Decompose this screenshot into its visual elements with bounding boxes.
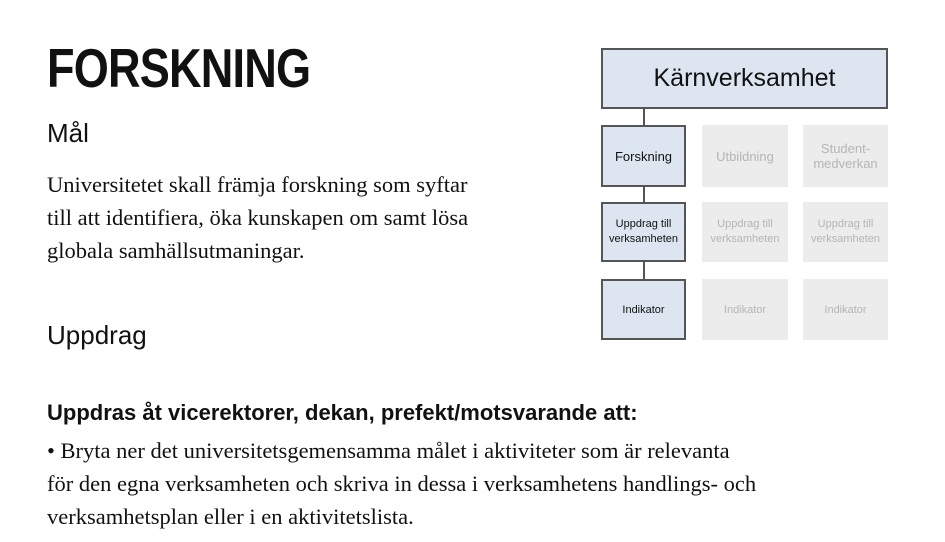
assigned-heading: Uppdras åt vicerektorer, dekan, prefekt/motsvarande att: [47, 400, 638, 425]
diagram-student-assignment-box [803, 202, 888, 262]
diagram-education-assignment-box [702, 202, 788, 262]
diagram-box-label: Forskning [614, 148, 673, 164]
goal-text-line: till att identifiera, öka kunskapen om samt lösa [47, 205, 469, 230]
goal-text [47, 168, 567, 267]
bullet-text-line: • Bryta ner det universitetsgemensamma målet i aktiviteter som är relevanta [47, 438, 730, 463]
connector-line [643, 109, 645, 125]
diagram-research-assignment-box [601, 202, 686, 262]
bullet-text-line: för den egna verksamheten och skriva in dessa i verksamhetens handlings- och [47, 471, 757, 496]
goal-text-line: globala samhällsutmaningar. [47, 238, 305, 263]
diagram-education-indicator-box: Indikator [702, 279, 788, 340]
diagram-box-label: medverkan [813, 156, 878, 171]
bullet-text [47, 434, 927, 533]
diagram-box-label: Student- [820, 141, 871, 156]
diagram-top-box: Kärnverksamhet [601, 48, 888, 109]
bullet-text-line: verksamhetsplan eller i en aktivitetslista. [47, 504, 414, 529]
diagram-box-label: verksamheten [608, 233, 679, 245]
diagram-box-label: verksamheten [810, 233, 881, 245]
diagram-box-label: Utbildning [716, 148, 774, 164]
diagram-research-indicator-box: Indikator [601, 279, 686, 340]
diagram-education-box [702, 125, 788, 187]
connector-line [643, 262, 645, 279]
goal-heading: Mål [47, 118, 89, 148]
diagram-student-box [803, 125, 888, 187]
diagram-student-indicator-box: Indikator [803, 279, 888, 340]
page-title: FORSKNING [47, 37, 311, 99]
connector-line [643, 187, 645, 202]
diagram-box-label: Uppdrag till [717, 218, 773, 230]
goal-text-line: Universitetet skall främja forskning som syftar [47, 172, 468, 197]
diagram-box-label: verksamheten [710, 233, 780, 245]
diagram-box-label: Uppdrag till [615, 218, 672, 230]
mission-heading: Uppdrag [47, 320, 147, 350]
diagram-research-box [601, 125, 686, 187]
diagram-box-label: Uppdrag till [817, 218, 874, 230]
